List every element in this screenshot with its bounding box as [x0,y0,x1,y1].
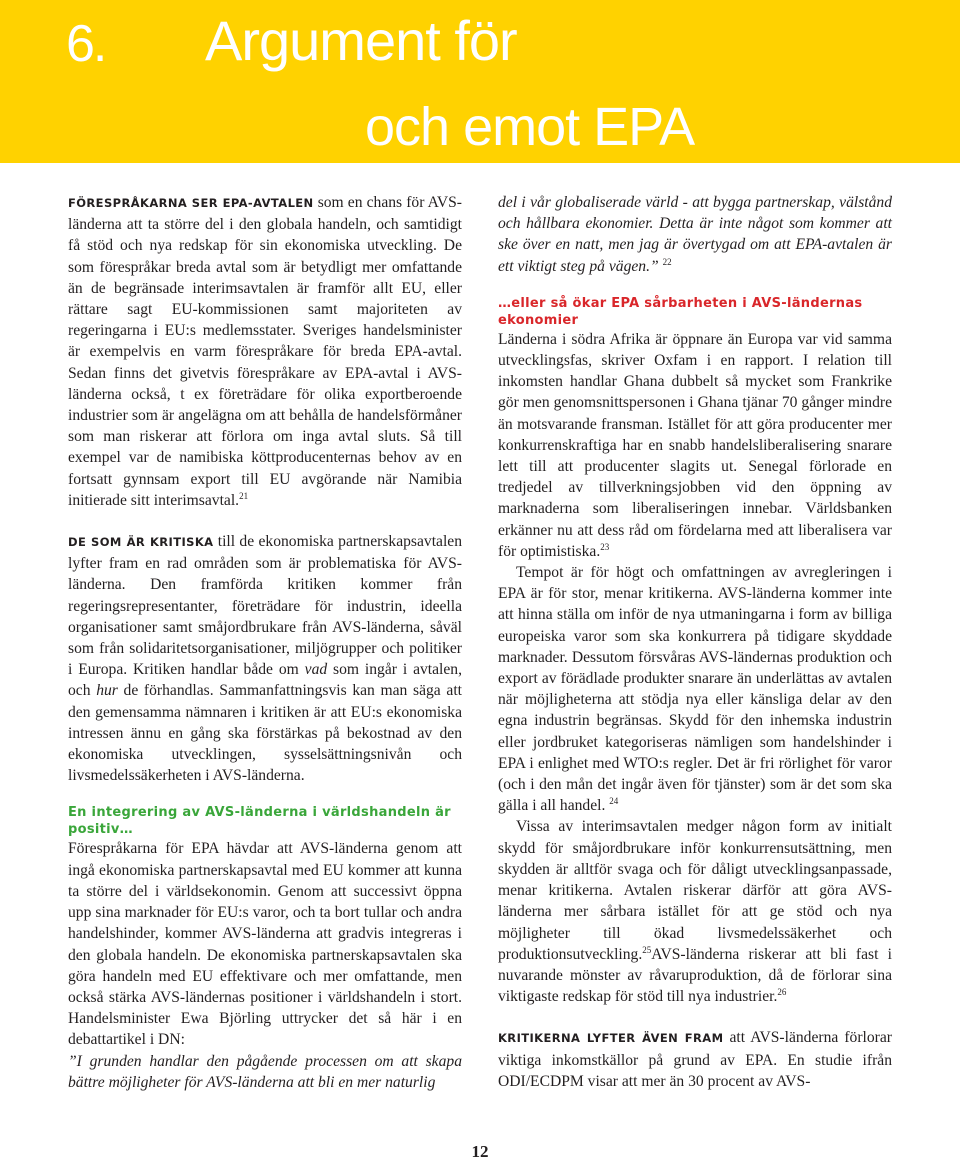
paragraph-proponents [68,192,462,511]
paragraph-interim [498,816,892,1007]
quote-start [68,1051,462,1093]
paragraph-tempo [498,562,892,816]
right-column [498,192,892,1092]
chapter-number: 6. [66,15,106,73]
footnote-ref: 22 [662,256,672,267]
body-text: Vissa av interimsavtalen medger någon form av initialt skydd för småjordbrukare inför konkurrensutsättning, men skydden är alltför svaga och för dåligt utvecklingsanpassade, menar kritikerna. Avtalen riskerar därför att göra AVS-länderna mer sårbara istället för att ge stöd och nya möjligheter till ökad livsmedelssäkerhet och produktionsutveckling. [498,818,892,963]
paragraph-critics [68,531,462,786]
body-text: till de ekonomiska partnerskapsavtalen lyfter fram en rad områden som är problematiska för AVS-länderna. Den framförda kritiken kommer från regeringsrepresentanter, företrädare för industrin, ideella organisationer samt småjordbrukare från AVS-länderna, såväl som från solidaritetsorganisationer, miljögrupper och politiker i Europa. Kritiken handlar både om [68,533,462,679]
body-text: som en chans för AVS-länderna att ta större del i den globala handeln, och samtidigt få stöd och nya redskap för sin ekonomiska utveckling. De som förespråkar breda avtal som är betydligt mer omfattande än de begränsade interimsavtalen är framför allt EU, eller rättare sagt EU-kommissionen samt majoriteten av regeringarna i EU:s medlemsstater. Sveriges handelsminister är exempelvis en varm förespråkare för breda EPA-avtal. Sedan finns det givetvis förespråkare av EPA-avtal i AVS-länderna också, t ex företrädare för olika exportberoende industrier som är angelägna om att behålla de handelsförmåner som man riskerar att förlora om inga avtal sluts. Så till exempel var de namibiska köttproducenternas behov av en fortsatt gynnsam export till EU avgörande när Namibia initierade sitt interimsavtal. [68,194,462,509]
body-text: AVS-länderna riskerar att bli fast i nuvarande mönster av råvaruproduktion, då de förlorar sina viktigaste redskap för stöd till nya industrier. [498,945,892,1006]
quote-text: ”I grunden handlar den pågående processen om att skapa bättre möjligheter för AVS-länderna att bli en mer naturlig [68,1052,462,1091]
body-text: Tempot är för högt och omfattningen av avregleringen i EPA är för stor, menar kritikerna. AVS-länderna kommer inte att hinna ställa om inför de nya utmaningarna i form av billiga europeiska varor som ska konkurrera på tidigare skyddade marknader. Dessutom försvåras AVS-ländernas produktion och export av förädlade produkter snarare än underlättas av avtalen när möjligheterna att stödja nya eller känsliga delar av den egna industrin begränsas. Skydd för den inhemska industrin eller jordbruket kategoriseras nämligen som handelshinder i EPA i enlighet med WTO:s regler. Det är fri rörlighet för varor (och i den mån det ingår även för tjänster) som är det som ska gälla i all handel. [498,564,892,815]
lead-in: DE SOM ÄR KRITISKA [68,535,214,550]
lead-in: KRITIKERNA LYFTER ÄVEN FRAM [498,1031,724,1046]
chapter-header-band [0,0,960,163]
section-heading-vulnerability: …eller så ökar EPA sårbarheten i AVS-ländernas ekonomier [498,295,863,328]
emphasis: hur [96,682,118,700]
quote-text: del i vår globaliserade värld - att bygga partnerskap, välstånd och hållbara ekonomier. Detta är inte något som kommer att ske över en natt, men jag är övertygad om att EPA-avtalen är ett viktigt steg på vägen.” [498,194,892,275]
page-number: 12 [471,1142,489,1161]
body-text: Länderna i södra Afrika är öppnare än Europa var vid samma utvecklingsfas, skriver Oxfam i en rapport. I relation till inkomsten handlar Ghana dubbelt så mycket som Frankrike gör men genomsnittspersonen i Ghana tjänar 70 gånger mindre än motsvarande fransman. Istället för att göra producenter mer konkurrenskraftiga har en snabb handelsliberalisering snarare lett till att producenter slagits ut. Senegal förlorade en tredjedel av tillverkningsjobben vid den öppning av marknaderna som liberaliseringen innebar. Världsbanken erkänner nu att dess råd om fördelarna med att liberalisera var för optimistiska. [498,330,892,560]
footnote-ref: 23 [600,541,610,552]
footnote-ref: 26 [777,986,787,997]
footnote-ref: 24 [609,796,619,807]
section-heading-positive: En integrering av AVS-länderna i världshandeln är positiv… [68,805,451,838]
footnote-ref: 21 [239,490,249,501]
left-column [68,192,462,1093]
chapter-title-line1: Argument för [205,9,517,72]
footnote-ref: 25 [642,944,652,955]
body-text: som ingår i avtalen, och [68,661,462,700]
body-text: att AVS-länderna förlorar viktiga inkomstkällor på grund av EPA. En studie ifrån ODI/ECDPM visar att mer än 30 procent av AVS- [498,1029,892,1090]
paragraph-oxfam [498,329,892,562]
paragraph-income [498,1027,892,1092]
body-text: de förhandlas. Sammanfattningsvis kan man säga att den gemensamma nämnaren i kritiken är att EU:s ekonomiska intressen ännu en gång ska förstärkas på bekostnad av den ekonomiska utvecklingen, sysselsättningsnivån och livsmedelssäkerheten i AVS-länderna. [68,682,462,785]
chapter-title-line2: och emot EPA [365,97,695,157]
quote-end [498,192,892,277]
emphasis: vad [304,661,328,679]
paragraph-integration: Förespråkarna för EPA hävdar att AVS-länderna genom att ingå ekonomiska partnerskapsavtal med EU kommer att kunna ta större del i världsekonomin. Genom att successivt öppna upp sina marknader för EU:s varor, och ta bort tullar och andra handelshinder, kommer AVS-länderna att gradvis integreras i den globala handeln. De ekonomiska partnerskapsavtalen ska göra handeln med EU effektivare och mer omfattande, men också stärka AVS-ländernas positioner i världshandeln i stort. Handelsminister Ewa Björling uttrycker det så här i en debattartikel i DN: [68,840,462,1049]
lead-in: FÖRESPRÅKARNA SER EPA-AVTALEN [68,196,314,210]
